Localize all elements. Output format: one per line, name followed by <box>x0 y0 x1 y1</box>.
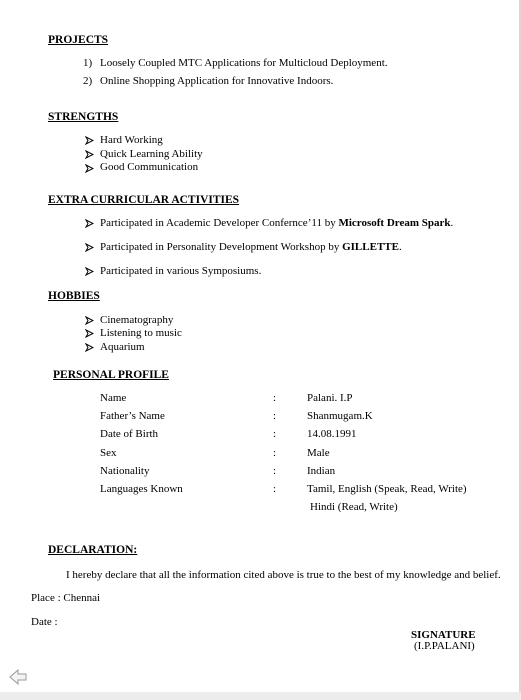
project-item: Online Shopping Application for Innovative Indoors. <box>100 75 334 87</box>
activity-item: Participated in Academic Developer Confernce’11 by Microsoft Dream Spark. <box>100 217 454 229</box>
arrowhead-bullet-icon <box>85 267 94 276</box>
projects-heading: PROJECTS <box>48 34 109 46</box>
arrowhead-bullet-icon <box>85 243 94 252</box>
project-number: 2) <box>83 75 93 87</box>
date-line: Date : <box>31 616 58 628</box>
profile-label: Languages Known <box>100 483 183 495</box>
arrowhead-bullet-icon <box>85 316 94 325</box>
arrowhead-bullet-icon <box>85 136 94 145</box>
declaration-heading: DECLARATION: <box>48 544 138 556</box>
profile-label: Date of Birth <box>100 428 159 440</box>
hobby-item: Cinematography <box>100 314 174 326</box>
personal-profile-heading: PERSONAL PROFILE <box>53 369 169 381</box>
profile-value: Male <box>307 447 330 459</box>
arrowhead-bullet-icon <box>85 164 94 173</box>
profile-value: Tamil, English (Speak, Read, Write) <box>307 483 467 495</box>
project-number: 1) <box>83 57 93 69</box>
profile-label: Name <box>100 392 127 404</box>
profile-value: Indian <box>307 465 336 477</box>
activity-item: Participated in various Symposiums. <box>100 265 262 277</box>
profile-separator: : <box>273 428 277 440</box>
strengths-heading: STRENGTHS <box>48 111 119 123</box>
profile-separator: : <box>273 465 277 477</box>
place-line: Place : Chennai <box>31 592 101 604</box>
profile-label: Sex <box>100 447 117 459</box>
profile-separator: : <box>273 483 277 495</box>
profile-value: Palani. I.P <box>307 392 353 404</box>
arrowhead-bullet-icon <box>85 343 94 352</box>
profile-separator: : <box>273 392 277 404</box>
project-item: Loosely Coupled MTC Applications for Multicloud Deployment. <box>100 57 388 69</box>
back-arrow-icon[interactable] <box>8 668 28 686</box>
activity-item: Participated in Personality Development Workshop by GILLETTE. <box>100 241 402 253</box>
profile-separator: : <box>273 410 277 422</box>
profile-label: Father’s Name <box>100 410 165 422</box>
declaration-text: I hereby declare that all the information cited above is true to the best of my knowledge and belief. <box>66 569 501 581</box>
strength-item: Hard Working <box>100 134 163 146</box>
hobbies-heading: HOBBIES <box>48 290 100 302</box>
arrowhead-bullet-icon <box>85 329 94 338</box>
signature-label: SIGNATURE <box>411 629 476 641</box>
hobby-item: Listening to music <box>100 327 182 339</box>
profile-value: 14.08.1991 <box>307 428 357 440</box>
extra-curricular-heading: EXTRA CURRICULAR ACTIVITIES <box>48 194 240 206</box>
signer-name: (I.P.PALANI) <box>414 640 475 652</box>
hobby-item: Aquarium <box>100 341 145 353</box>
profile-value-continued: Hindi (Read, Write) <box>310 501 398 513</box>
arrowhead-bullet-icon <box>85 219 94 228</box>
profile-separator: : <box>273 447 277 459</box>
strength-item: Quick Learning Ability <box>100 148 203 160</box>
profile-value: Shanmugam.K <box>307 410 373 422</box>
viewer-bottom-bar <box>0 692 521 700</box>
strength-item: Good Communication <box>100 161 199 173</box>
profile-label: Nationality <box>100 465 150 477</box>
arrowhead-bullet-icon <box>85 150 94 159</box>
